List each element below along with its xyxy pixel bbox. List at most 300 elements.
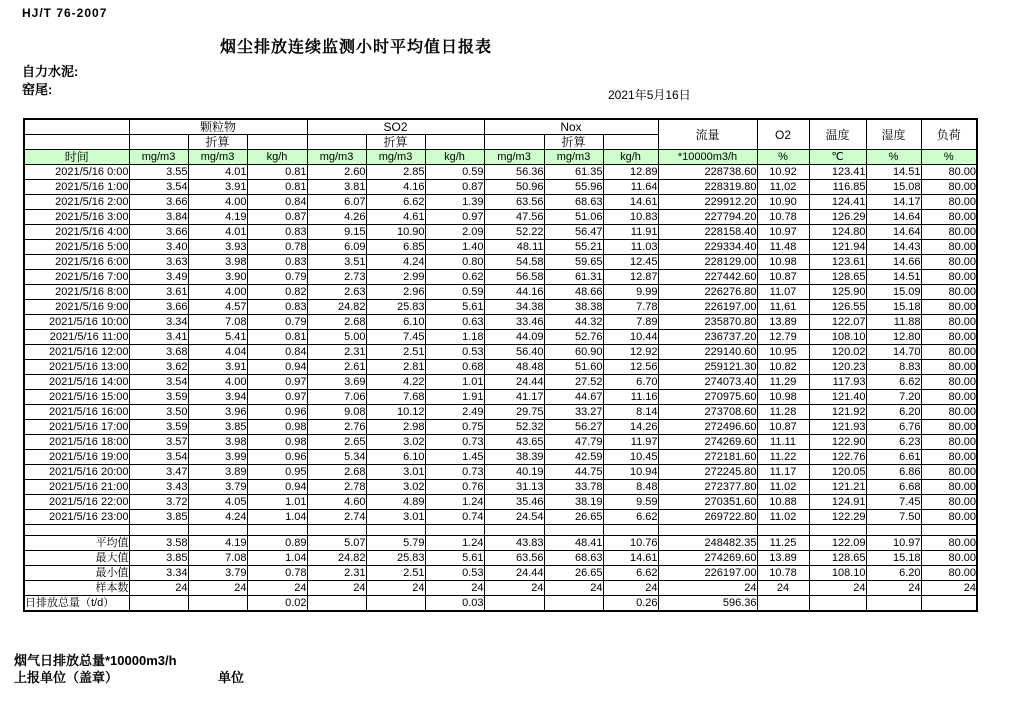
value-cell: 3.34	[129, 315, 188, 330]
value-cell: 14.61	[603, 195, 658, 210]
value-cell: 3.43	[129, 480, 188, 495]
pm-sub-empty	[247, 135, 307, 150]
value-cell: 11.48	[757, 240, 809, 255]
table-row	[24, 195, 977, 210]
time-cell: 2021/5/16 15:00	[24, 390, 129, 405]
value-cell: 13.89	[757, 551, 809, 566]
value-cell: 2.61	[307, 360, 366, 375]
value-cell: 6.86	[866, 465, 921, 480]
summary-label: 最小值	[24, 566, 129, 581]
value-cell: 80.00	[921, 420, 977, 435]
value-cell: 43.83	[484, 536, 544, 551]
table-row	[24, 345, 977, 360]
value-cell: 14.43	[866, 240, 921, 255]
value-cell: 2.63	[307, 285, 366, 300]
value-cell: 0.26	[603, 596, 658, 612]
value-cell: 0.97	[247, 390, 307, 405]
value-cell: 2.49	[425, 405, 484, 420]
value-cell: 7.20	[866, 390, 921, 405]
time-cell: 2021/5/16 23:00	[24, 510, 129, 525]
value-cell: 3.59	[129, 420, 188, 435]
table-row	[24, 300, 977, 315]
value-cell: 270975.60	[658, 390, 757, 405]
value-cell: 10.76	[603, 536, 658, 551]
summary-row	[24, 536, 977, 551]
value-cell: 10.95	[757, 345, 809, 360]
value-cell: 0.82	[247, 285, 307, 300]
value-cell: 121.21	[809, 480, 866, 495]
value-cell: 1.39	[425, 195, 484, 210]
unit-header: %	[921, 150, 977, 165]
value-cell: 122.90	[809, 435, 866, 450]
value-cell: 108.10	[809, 330, 866, 345]
value-cell: 43.65	[484, 435, 544, 450]
value-cell: 15.08	[866, 180, 921, 195]
value-cell: 80.00	[921, 285, 977, 300]
value-cell: 3.50	[129, 405, 188, 420]
empty-cell	[866, 525, 921, 536]
value-cell: 5.61	[425, 551, 484, 566]
value-cell: 24	[809, 581, 866, 596]
value-cell: 80.00	[921, 480, 977, 495]
value-cell: 3.66	[129, 300, 188, 315]
value-cell: 2.51	[366, 566, 425, 581]
empty-cell	[921, 525, 977, 536]
value-cell: 38.39	[484, 450, 544, 465]
unit-header: mg/m3	[307, 150, 366, 165]
value-cell: 0.83	[247, 300, 307, 315]
value-cell: 0.83	[247, 225, 307, 240]
value-cell: 6.85	[366, 240, 425, 255]
value-cell: 52.32	[484, 420, 544, 435]
value-cell: 0.84	[247, 195, 307, 210]
unit-header: %	[866, 150, 921, 165]
value-cell: 24.82	[307, 551, 366, 566]
value-cell: 41.17	[484, 390, 544, 405]
time-cell: 2021/5/16 21:00	[24, 480, 129, 495]
value-cell: 33.27	[544, 405, 603, 420]
value-cell: 2.85	[366, 165, 425, 180]
value-cell: 15.09	[866, 285, 921, 300]
empty-cell	[307, 525, 366, 536]
time-cell: 2021/5/16 2:00	[24, 195, 129, 210]
value-cell	[366, 596, 425, 612]
value-cell: 80.00	[921, 165, 977, 180]
value-cell: 24	[307, 581, 366, 596]
value-cell: 24	[484, 581, 544, 596]
time-cell: 2021/5/16 4:00	[24, 225, 129, 240]
value-cell: 56.27	[544, 420, 603, 435]
value-cell: 10.78	[757, 210, 809, 225]
value-cell: 228158.40	[658, 225, 757, 240]
value-cell: 6.09	[307, 240, 366, 255]
value-cell: 1.18	[425, 330, 484, 345]
value-cell: 3.85	[129, 510, 188, 525]
value-cell: 11.07	[757, 285, 809, 300]
value-cell: 0.96	[247, 405, 307, 420]
value-cell: 44.75	[544, 465, 603, 480]
value-cell: 80.00	[921, 405, 977, 420]
value-cell: 24	[603, 581, 658, 596]
value-cell: 80.00	[921, 390, 977, 405]
value-cell: 117.93	[809, 375, 866, 390]
value-cell: 3.59	[129, 390, 188, 405]
value-cell: 126.55	[809, 300, 866, 315]
value-cell: 3.99	[188, 450, 247, 465]
value-cell: 80.00	[921, 536, 977, 551]
value-cell: 34.38	[484, 300, 544, 315]
value-cell: 24.44	[484, 375, 544, 390]
value-cell: 68.63	[544, 195, 603, 210]
summary-label: 日排放总量（t/d）	[24, 596, 129, 612]
value-cell: 7.45	[866, 495, 921, 510]
value-cell: 24	[425, 581, 484, 596]
value-cell: 2.68	[307, 465, 366, 480]
summary-row	[24, 566, 977, 581]
report-table	[23, 118, 978, 612]
table-row	[24, 165, 977, 180]
value-cell: 120.23	[809, 360, 866, 375]
value-cell: 10.92	[757, 165, 809, 180]
value-cell	[544, 596, 603, 612]
value-cell: 14.17	[866, 195, 921, 210]
value-cell: 4.00	[188, 195, 247, 210]
value-cell: 2.31	[307, 345, 366, 360]
time-cell: 2021/5/16 6:00	[24, 255, 129, 270]
value-cell: 1.01	[425, 375, 484, 390]
value-cell: 3.40	[129, 240, 188, 255]
unit-header: %	[757, 150, 809, 165]
value-cell: 3.61	[129, 285, 188, 300]
value-cell: 6.07	[307, 195, 366, 210]
unit-header-row	[24, 150, 977, 165]
value-cell: 56.47	[544, 225, 603, 240]
table-row	[24, 285, 977, 300]
value-cell: 3.01	[366, 510, 425, 525]
value-cell: 3.69	[307, 375, 366, 390]
value-cell: 1.45	[425, 450, 484, 465]
table-row	[24, 225, 977, 240]
value-cell: 7.89	[603, 315, 658, 330]
value-cell: 3.81	[307, 180, 366, 195]
value-cell: 3.79	[188, 480, 247, 495]
value-cell: 26.65	[544, 510, 603, 525]
value-cell: 61.31	[544, 270, 603, 285]
value-cell: 3.91	[188, 180, 247, 195]
value-cell	[129, 596, 188, 612]
value-cell: 4.60	[307, 495, 366, 510]
value-cell: 128.65	[809, 551, 866, 566]
value-cell: 14.66	[866, 255, 921, 270]
value-cell: 120.02	[809, 345, 866, 360]
value-cell: 0.03	[425, 596, 484, 612]
time-cell: 2021/5/16 16:00	[24, 405, 129, 420]
value-cell: 55.96	[544, 180, 603, 195]
value-cell: 3.90	[188, 270, 247, 285]
value-cell: 3.51	[307, 255, 366, 270]
value-cell: 40.19	[484, 465, 544, 480]
value-cell: 1.40	[425, 240, 484, 255]
value-cell: 4.05	[188, 495, 247, 510]
value-cell: 2.98	[366, 420, 425, 435]
value-cell: 229334.40	[658, 240, 757, 255]
value-cell: 11.64	[603, 180, 658, 195]
value-cell: 10.94	[603, 465, 658, 480]
table-row	[24, 495, 977, 510]
value-cell: 6.20	[866, 566, 921, 581]
value-cell: 128.65	[809, 270, 866, 285]
value-cell: 124.91	[809, 495, 866, 510]
value-cell: 6.62	[603, 566, 658, 581]
value-cell: 44.67	[544, 390, 603, 405]
value-cell: 0.94	[247, 360, 307, 375]
value-cell: 9.99	[603, 285, 658, 300]
value-cell: 228319.80	[658, 180, 757, 195]
value-cell: 26.65	[544, 566, 603, 581]
value-cell: 248482.35	[658, 536, 757, 551]
value-cell: 12.92	[603, 345, 658, 360]
value-cell: 3.41	[129, 330, 188, 345]
value-cell: 80.00	[921, 510, 977, 525]
value-cell: 10.87	[757, 420, 809, 435]
value-cell: 10.44	[603, 330, 658, 345]
value-cell: 80.00	[921, 566, 977, 581]
value-cell: 272181.60	[658, 450, 757, 465]
value-cell: 24	[366, 581, 425, 596]
value-cell: 24	[757, 581, 809, 596]
value-cell: 11.22	[757, 450, 809, 465]
value-cell: 44.32	[544, 315, 603, 330]
value-cell: 3.68	[129, 345, 188, 360]
value-cell: 0.98	[247, 435, 307, 450]
time-cell: 2021/5/16 20:00	[24, 465, 129, 480]
data-rows	[24, 165, 977, 525]
group-header-nox: Nox	[484, 119, 658, 135]
time-cell: 2021/5/16 8:00	[24, 285, 129, 300]
value-cell: 125.90	[809, 285, 866, 300]
value-cell: 11.25	[757, 536, 809, 551]
empty-cell	[658, 525, 757, 536]
empty-cell	[247, 525, 307, 536]
value-cell: 0.59	[425, 165, 484, 180]
empty-cell	[757, 525, 809, 536]
value-cell: 7.08	[188, 315, 247, 330]
value-cell: 4.00	[188, 285, 247, 300]
value-cell: 120.05	[809, 465, 866, 480]
value-cell: 10.98	[757, 390, 809, 405]
so2-sub-empty	[425, 135, 484, 150]
value-cell: 54.58	[484, 255, 544, 270]
value-cell: 80.00	[921, 195, 977, 210]
table-row	[24, 450, 977, 465]
value-cell: 6.70	[603, 375, 658, 390]
value-cell: 48.66	[544, 285, 603, 300]
value-cell: 7.45	[366, 330, 425, 345]
value-cell: 269722.80	[658, 510, 757, 525]
value-cell: 126.29	[809, 210, 866, 225]
value-cell: 3.55	[129, 165, 188, 180]
value-cell: 0.80	[425, 255, 484, 270]
table-row	[24, 180, 977, 195]
value-cell: 42.59	[544, 450, 603, 465]
table-row	[24, 420, 977, 435]
value-cell: 24	[247, 581, 307, 596]
value-cell: 2.68	[307, 315, 366, 330]
value-cell: 0.94	[247, 480, 307, 495]
value-cell: 0.76	[425, 480, 484, 495]
value-cell: 226276.80	[658, 285, 757, 300]
value-cell: 80.00	[921, 551, 977, 566]
value-cell: 4.00	[188, 375, 247, 390]
time-cell: 2021/5/16 12:00	[24, 345, 129, 360]
value-cell: 6.61	[866, 450, 921, 465]
value-cell: 0.74	[425, 510, 484, 525]
value-cell: 11.17	[757, 465, 809, 480]
company-name: 自力水泥:	[22, 64, 79, 79]
value-cell: 0.78	[247, 566, 307, 581]
empty-cell	[544, 525, 603, 536]
value-cell: 596.36	[658, 596, 757, 612]
value-cell: 235870.80	[658, 315, 757, 330]
value-cell: 11.88	[866, 315, 921, 330]
value-cell: 10.82	[757, 360, 809, 375]
value-cell: 3.98	[188, 255, 247, 270]
value-cell: 7.06	[307, 390, 366, 405]
time-cell: 2021/5/16 7:00	[24, 270, 129, 285]
value-cell: 0.97	[425, 210, 484, 225]
value-cell: 56.40	[484, 345, 544, 360]
value-cell: 13.89	[757, 315, 809, 330]
table-row	[24, 360, 977, 375]
value-cell: 3.93	[188, 240, 247, 255]
value-cell: 8.14	[603, 405, 658, 420]
value-cell: 24	[129, 581, 188, 596]
value-cell: 3.79	[188, 566, 247, 581]
value-cell	[484, 596, 544, 612]
summary-row	[24, 596, 977, 612]
value-cell: 24	[866, 581, 921, 596]
value-cell: 44.16	[484, 285, 544, 300]
value-cell: 1.01	[247, 495, 307, 510]
value-cell: 0.89	[247, 536, 307, 551]
value-cell: 31.13	[484, 480, 544, 495]
value-cell: 2.74	[307, 510, 366, 525]
value-cell: 68.63	[544, 551, 603, 566]
value-cell: 12.87	[603, 270, 658, 285]
value-cell: 80.00	[921, 300, 977, 315]
value-cell: 9.59	[603, 495, 658, 510]
value-cell: 8.83	[866, 360, 921, 375]
summary-row	[24, 581, 977, 596]
value-cell: 7.08	[188, 551, 247, 566]
time-cell: 2021/5/16 17:00	[24, 420, 129, 435]
value-cell: 3.62	[129, 360, 188, 375]
value-cell: 24.44	[484, 566, 544, 581]
value-cell: 270351.60	[658, 495, 757, 510]
value-cell: 56.58	[484, 270, 544, 285]
value-cell: 48.11	[484, 240, 544, 255]
value-cell: 2.51	[366, 345, 425, 360]
value-cell: 1.91	[425, 390, 484, 405]
value-cell: 122.29	[809, 510, 866, 525]
value-cell: 3.84	[129, 210, 188, 225]
value-cell: 80.00	[921, 375, 977, 390]
value-cell: 60.90	[544, 345, 603, 360]
value-cell: 0.96	[247, 450, 307, 465]
value-cell: 5.41	[188, 330, 247, 345]
value-cell: 24	[544, 581, 603, 596]
value-cell: 80.00	[921, 180, 977, 195]
value-cell: 0.73	[425, 465, 484, 480]
group-header-row	[24, 119, 977, 135]
value-cell: 50.96	[484, 180, 544, 195]
group-header-pm: 颗粒物	[129, 119, 307, 135]
value-cell: 80.00	[921, 450, 977, 465]
value-cell: 5.61	[425, 300, 484, 315]
value-cell: 0.98	[247, 420, 307, 435]
value-cell: 25.83	[366, 300, 425, 315]
value-cell: 48.48	[484, 360, 544, 375]
table-row	[24, 240, 977, 255]
value-cell: 9.08	[307, 405, 366, 420]
value-cell: 2.76	[307, 420, 366, 435]
value-cell: 3.98	[188, 435, 247, 450]
value-cell: 123.61	[809, 255, 866, 270]
value-cell: 12.80	[866, 330, 921, 345]
value-cell: 29.75	[484, 405, 544, 420]
value-cell: 11.02	[757, 480, 809, 495]
value-cell: 80.00	[921, 360, 977, 375]
time-cell: 2021/5/16 5:00	[24, 240, 129, 255]
value-cell: 0.79	[247, 270, 307, 285]
footer-report-unit: 上报单位（盖章）	[14, 670, 119, 685]
value-cell: 0.81	[247, 330, 307, 345]
footer-unit: 单位	[218, 670, 245, 685]
value-cell: 3.34	[129, 566, 188, 581]
value-cell: 0.53	[425, 345, 484, 360]
value-cell	[757, 596, 809, 612]
value-cell: 10.45	[603, 450, 658, 465]
table-row	[24, 375, 977, 390]
nox-sub-empty	[603, 135, 658, 150]
value-cell: 14.64	[866, 225, 921, 240]
empty-cell	[809, 525, 866, 536]
summary-row	[24, 551, 977, 566]
table-row	[24, 210, 977, 225]
time-cell: 2021/5/16 9:00	[24, 300, 129, 315]
value-cell: 7.50	[866, 510, 921, 525]
value-cell: 3.54	[129, 180, 188, 195]
value-cell: 0.84	[247, 345, 307, 360]
empty-cell	[603, 525, 658, 536]
value-cell: 80.00	[921, 465, 977, 480]
value-cell: 11.02	[757, 180, 809, 195]
pm-sub-empty	[129, 135, 188, 150]
value-cell: 10.90	[757, 195, 809, 210]
nox-sub-empty	[484, 135, 544, 150]
value-cell: 80.00	[921, 315, 977, 330]
value-cell: 80.00	[921, 240, 977, 255]
empty-cell	[484, 525, 544, 536]
value-cell: 61.35	[544, 165, 603, 180]
time-header-empty	[24, 119, 129, 135]
value-cell: 59.65	[544, 255, 603, 270]
time-column-header: 时间	[24, 150, 129, 165]
value-cell: 80.00	[921, 270, 977, 285]
time-header-empty2	[24, 135, 129, 150]
unit-header: mg/m3	[366, 150, 425, 165]
so2-sub-empty	[307, 135, 366, 150]
